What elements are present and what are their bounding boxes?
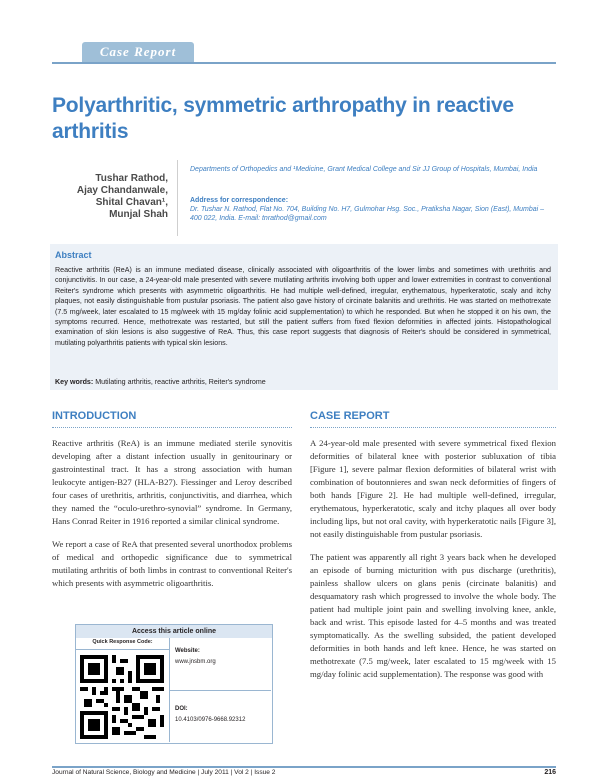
paragraph: We report a case of ReA that presented several unorthodox problems of medical and orthopedic significance due to symmetrical mutilating arthritis of both limbs in contrast to conventional Reiter's which presents with asymmetric oligoarthritis. bbox=[52, 539, 292, 588]
paragraph: A 24-year-old male presented with severe symmetrical fixed flexion deformities of bilateral knee with posterior subluxation of tibia [Figure 1], severe palmar flexion deformities of bilateral wrist with combination of boutonnieres and swan neck deformities of fingers of both hands [Figure 2]. He had multiple well-defined, irregular, erythematous, hyperkeratotic, scaly and itchy plaques all over body including lips, but not oral cavity, with hyperkeratotic nails [Figure 3], not easily distinguishable from pustular psoriasis. bbox=[310, 438, 556, 539]
article-type-label: Case Report bbox=[99, 44, 177, 59]
keywords bbox=[55, 378, 551, 386]
qr-code-icon[interactable] bbox=[80, 655, 164, 739]
introduction-rule bbox=[52, 427, 292, 428]
case-report-rule bbox=[310, 427, 556, 428]
article-title: Polyarthritic, symmetric arthropathy in reactive arthritis bbox=[52, 94, 514, 143]
doi-link[interactable]: 10.4103/0976-9668.92312 bbox=[175, 717, 246, 723]
access-title: Access this article online bbox=[76, 625, 272, 638]
page-number: 216 bbox=[544, 769, 556, 776]
author-name: Shital Chavan¹, bbox=[95, 197, 168, 208]
footer-rule bbox=[52, 766, 556, 768]
correspondence bbox=[190, 196, 550, 223]
header-rule bbox=[52, 62, 556, 64]
abstract-text: Reactive arthritis (ReA) is an immune mediated disease, clinically associated with oligoarthritis of the lower limbs and sometimes with urethritis and conjunctivitis. In our case, a 24-year-old male presented with severe mutilating arthritis involving both upper and lower extremities in contrast to conventional Reiter's syndrome which presents with asymmetric oligoarthritis. He had multiple well-defined, irregular, erythematous, hyperkeratotic, scaly and itchy plaques, not easily distinguishable from pustular psoriasis. The patient also gave history of circinate balanitis and urethritis. He was started on methotrexate (7.5 mg/week, later escalated to 15 mg/week with 15 mg/day folinic acid supplementation) to which he responded. But when he stopped it on his own, the symptoms recurred. Hence, methotrexate was restarted, but still the patient suffers from fixed flexion deformities in affected joints. Histopathological examination of skin lesions is also suggestive of ReA. Thus, this case report suggests that diagnosis of Reiter's should be considered in symmetrical, mutilating polyarthritis patients with typical skin lesions. bbox=[55, 266, 551, 347]
correspondence-address: Dr. Tushar N. Rathod, Flat No. 704, Building No. H7, Gulmohar Hsg. Soc., Pratiksha Nagar, Sion (East), Mumbai – 400 022, India. E-mail: tnrathod@gmail.com bbox=[190, 206, 545, 222]
introduction-body bbox=[52, 437, 292, 600]
introduction-heading: INTRODUCTION bbox=[52, 410, 137, 422]
article-type-tag bbox=[82, 42, 194, 62]
access-divider bbox=[76, 649, 169, 650]
correspondence-label: Address for correspondence: bbox=[190, 197, 289, 204]
author-list bbox=[52, 173, 168, 221]
paragraph: The patient was apparently all right 3 years back when he developed an episode of burning micturition with pus discharge (urethritis), painless shallow ulcers on glans penis (circinate balanitis) and desquamatory rash which progressed to involve the whole body. The patient had multiple joint pain and swelling involving knee, ankle, back and wrist. This episode lasted for 4–5 months and was treated symptomatically. As the swelling subsided, the patient developed deformities in both hands and left knee. Hence, he was started on methotrexate (7.5 mg/week, later escalated to 15 mg/week with 15 mg/day folinic acid supplementation). The response was good with bbox=[310, 552, 556, 679]
keywords-label: Key words: bbox=[55, 378, 94, 386]
qr-label: Quick Response Code: bbox=[92, 639, 153, 645]
case-report-body bbox=[310, 437, 556, 691]
author-name: Munjal Shah bbox=[109, 209, 168, 220]
website-link[interactable]: www.jnsbm.org bbox=[175, 659, 216, 665]
author-name: Ajay Chandanwale, bbox=[76, 185, 168, 196]
access-divider bbox=[170, 690, 271, 691]
abstract-heading: Abstract bbox=[55, 250, 92, 260]
author-name: Tushar Rathod, bbox=[95, 173, 168, 184]
website-label: Website: bbox=[175, 648, 200, 654]
paragraph: Reactive arthritis (ReA) is an immune mediated sterile synovitis developing after a distant infection usually in genitourinary or gastrointestinal tract. It has a strong association with human leukocyte antigen-B27 (HLA-B27). Fiessinger and Leroy described four cases of urethritis, arthritis, conjunctivitis, and diarrhea, which they named the “oculo-urethro-synovial” syndrome. In Germany, Hans Conrad Reiter in 1916 reported a similar clinical syndrome. bbox=[52, 438, 292, 526]
keywords-list: Mutilating arthritis, reactive arthritis, Reiter's syndrome bbox=[95, 378, 266, 386]
case-report-heading: CASE REPORT bbox=[310, 410, 390, 422]
affiliation-divider bbox=[177, 160, 178, 236]
doi-label: DOI: bbox=[175, 706, 188, 712]
affiliation: Departments of Orthopedics and ¹Medicine, Grant Medical College and Sir JJ Group of Hospitals, Mumbai, India bbox=[190, 166, 538, 173]
journal-citation: Journal of Natural Science, Biology and Medicine | July 2011 | Vol 2 | Issue 2 bbox=[52, 769, 276, 776]
